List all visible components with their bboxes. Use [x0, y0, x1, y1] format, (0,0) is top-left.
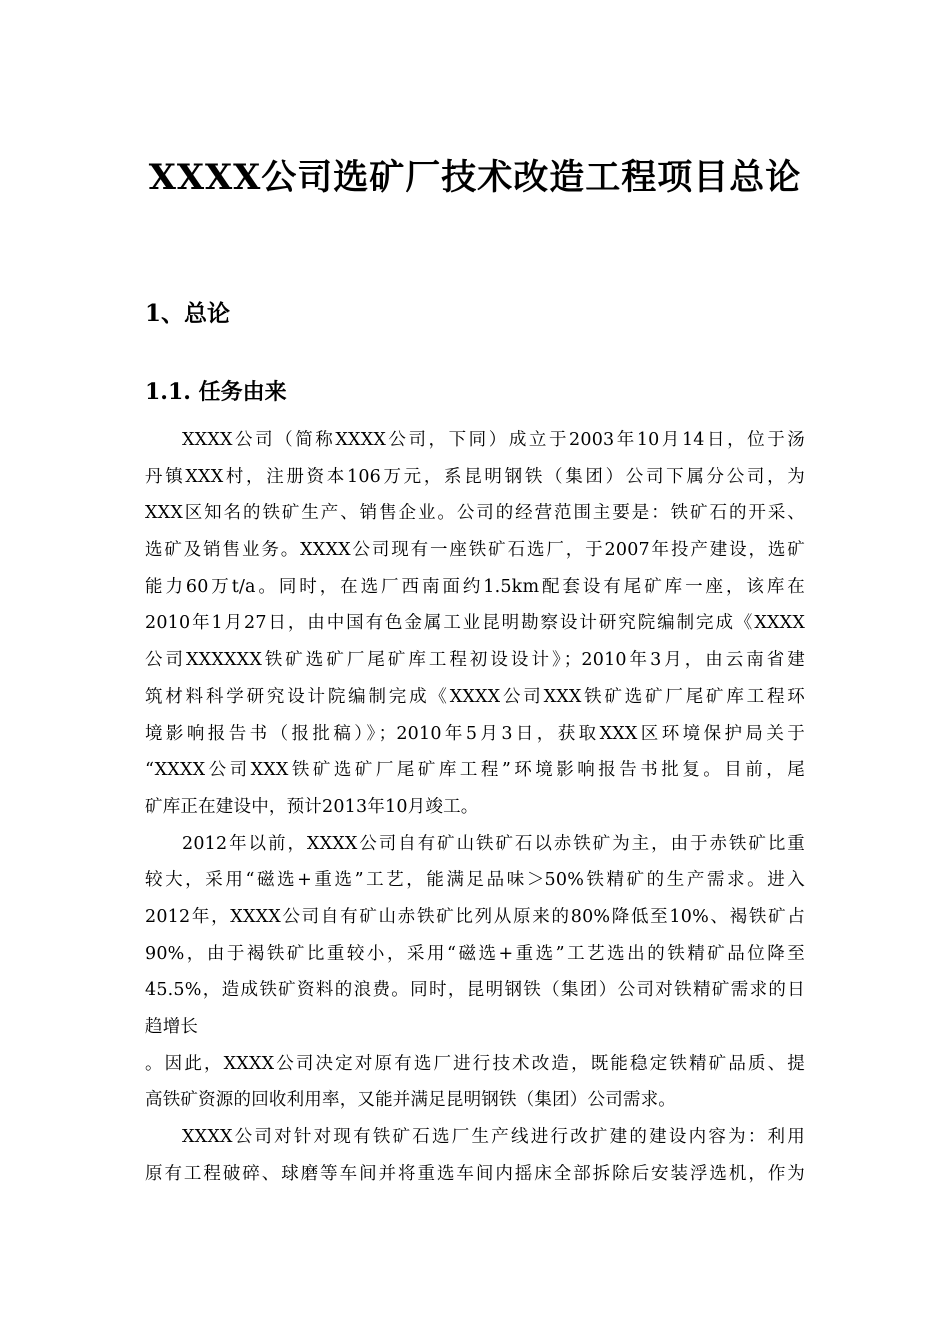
text-line: 矿库正在建设中，预计2013年10月竣工。 [145, 796, 479, 817]
text-line: 筑材料科学研究设计院编制完成《XXXX公司XXX铁矿选矿厂尾矿库工程环 [145, 686, 805, 707]
text-line: 45.5%，造成铁矿资料的浪费。同时，昆明钢铁（集团）公司对铁精矿需求的日 [145, 980, 805, 1001]
text-line: 较大，采用“磁选+重选”工艺，能满足品味＞50%铁精矿的生产需求。进入 [145, 870, 805, 891]
text-line: “XXXX公司XXX铁矿选矿厂尾矿库工程”环境影响报告书批复。目前，尾 [145, 760, 805, 781]
text-line: 趋增长 [145, 1017, 199, 1037]
text-line: XXXX公司（简称XXXX公司，下同）成立于2003年10月14日，位于汤 [182, 430, 805, 450]
text-line: 公司XXXXXX铁矿选矿厂尾矿库工程初设设计》；2010年3月，由云南省建 [145, 650, 805, 671]
document-title: XXXX公司选矿厂技术改造工程项目总论 [148, 157, 802, 198]
text-line: XXX区知名的铁矿生产、销售企业。公司的经营范围主要是：铁矿石的开采、 [145, 503, 805, 524]
text-line: 2010年1月27日，由中国有色金属工业昆明勘察设计研究院编制完成《XXXX [145, 613, 805, 634]
text-line: 2012年，XXXX公司自有矿山赤铁矿比列从原来的80%降低至10%、褐铁矿占 [145, 906, 805, 927]
text-line: 能力60万t/a。同时，在选厂西南面约1.5km配套设有尾矿库一座，该库在 [145, 576, 805, 597]
text-line: 境影响报告书（报批稿）》；2010年5月3日，获取XXX区环境保护局关于 [145, 723, 805, 744]
text-line: 高铁矿资源的回收利用率，又能并满足昆明钢铁（集团）公司需求。 [145, 1090, 676, 1111]
section-heading-1: 1、总论 [145, 300, 231, 327]
section-heading-1-1: 1.1. 任务由来 [145, 379, 287, 405]
text-line: 。因此，XXXX公司决定对原有选厂进行技术改造，既能稳定铁精矿品质、提 [145, 1053, 805, 1074]
text-line: 原有工程破碎、球磨等车间并将重选车间内摇床全部拆除后安装浮选机，作为 [145, 1163, 805, 1184]
text-line: XXXX公司对针对现有铁矿石选厂生产线进行改扩建的建设内容为：利用 [182, 1127, 805, 1148]
text-line: 选矿及销售业务。XXXX公司现有一座铁矿石选厂，于2007年投产建设，选矿 [145, 540, 805, 561]
text-line: 90%，由于褐铁矿比重较小，采用“磁选+重选”工艺选出的铁精矿品位降至 [145, 943, 805, 964]
text-line: 2012年以前，XXXX公司自有矿山铁矿石以赤铁矿为主，由于赤铁矿比重 [182, 833, 805, 854]
text-line: 丹镇XXX村，注册资本106万元，系昆明钢铁（集团）公司下属分公司，为 [145, 466, 805, 487]
body-text [145, 422, 805, 1192]
